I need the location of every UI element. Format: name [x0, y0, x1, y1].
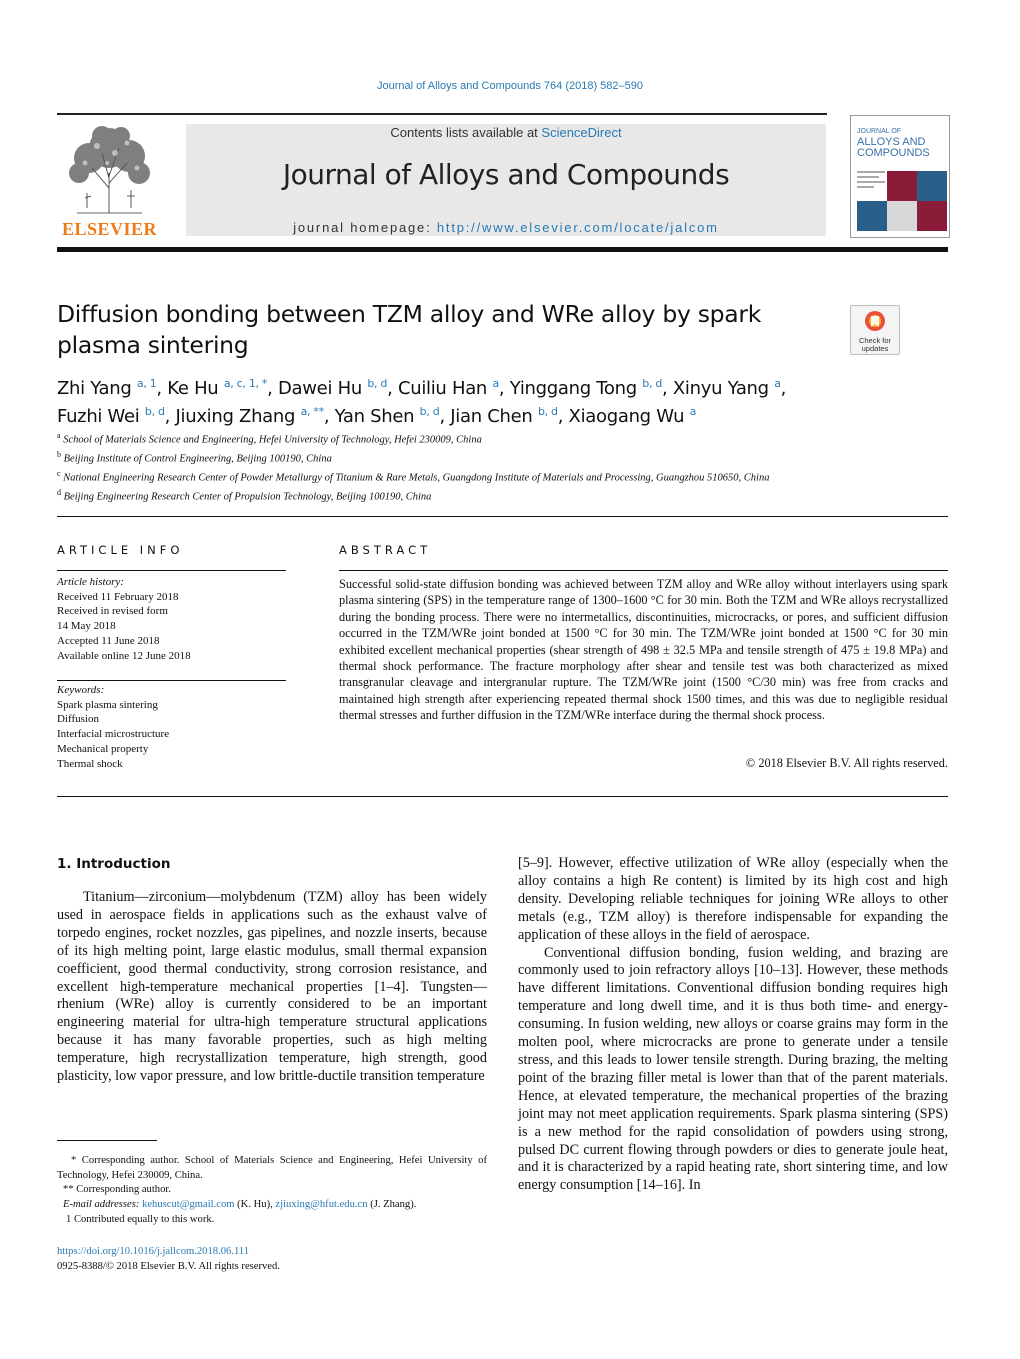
- intro-paragraph: Conventional diffusion bonding, fusion welding, and brazing are commonly used to join refractory alloys [10–13]. However, these methods have different limitations. Conventional diffusion bonding requires high temperature and long dwell time, and it is thus both time- and energy-consuming. In fusion welding, new alloys or coarse grains may form in the molten pool, where microcracks are prone to generate under a tensile stress, and this leads to lower tensile strength. During brazing, the melting point of the brazing filler metal is lower than that of the parent materials. Hence, at elevated temperature, the mechanical properties of the brazing joint may not meet application requirements. Spark plasma sintering (SPS) is a new method for the rapid consolidation of powders using strong, pulsed DC current flowing through powders or dies to generate joule heat, and it is characterized by a rapid heating rate, short sintering time, and low energy consumption [14–16]. In: [518, 944, 948, 1194]
- abstract-heading: ABSTRACT: [339, 543, 432, 557]
- intro-column-right: [518, 855, 948, 1195]
- keyword-item: Interfacial microstructure: [57, 728, 170, 741]
- author-separator: ,: [387, 378, 398, 399]
- cover-square-red-2: [917, 201, 947, 231]
- author-affiliation-marker[interactable]: a: [689, 405, 697, 418]
- author-name[interactable]: Zhi Yang: [57, 378, 132, 399]
- history-label: Article history:: [57, 576, 124, 588]
- contents-prefix: Contents lists available at: [390, 125, 542, 140]
- cover-square-red: [887, 171, 917, 201]
- history-line: Available online 12 June 2018: [57, 649, 191, 662]
- masthead-thick-rule: [57, 247, 948, 252]
- author-separator: ,: [156, 378, 168, 399]
- homepage-link[interactable]: http://www.elsevier.com/locate/jalcom: [436, 220, 719, 235]
- author-affiliation-marker[interactable]: a: [774, 377, 781, 390]
- cover-text-block: [857, 168, 885, 198]
- abstract-rule: [339, 570, 948, 571]
- author-list: [57, 372, 947, 428]
- keyword-item: Mechanical property: [57, 742, 149, 755]
- keyword-item: Thermal shock: [57, 757, 123, 770]
- intro-paragraph: [5–9]. However, effective utilization of WRe alloy (especially when the alloy contains a high Re content) is limited by its high cost and high density. Developing reliable techniques for joining WRe alloys to other metals (e.g., TZM alloy) is therefore indispensable for expanding the application of these alloys in the field of aerospace.: [518, 855, 948, 943]
- author-affiliation-marker[interactable]: a, **: [300, 405, 324, 418]
- author-name[interactable]: Xinyu Yang: [672, 378, 769, 399]
- author-name[interactable]: Xiaogang Wu: [568, 406, 685, 427]
- check-updates-label: Check for updates: [858, 336, 892, 353]
- footnote-emails: [57, 1198, 487, 1213]
- affiliation-item: [57, 467, 947, 486]
- issn-line: 0925-8388/© 2018 Elsevier B.V. All rights reserved.: [57, 1260, 280, 1272]
- author-name[interactable]: Yinggang Tong: [509, 378, 637, 399]
- sciencedirect-link[interactable]: ScienceDirect: [541, 125, 622, 140]
- author-separator: ,: [498, 378, 510, 399]
- footnote-corresponding-2: ** Corresponding author.: [63, 1184, 171, 1196]
- author-name[interactable]: Dawei Hu: [277, 378, 362, 399]
- footnotes: [57, 1154, 487, 1228]
- article-history: [57, 575, 286, 663]
- homepage-label: journal homepage:: [293, 220, 437, 235]
- history-line: Received in revised form: [57, 605, 168, 618]
- section-heading-introduction: 1. Introduction: [57, 856, 171, 872]
- article-info-rule: [57, 570, 286, 571]
- affiliation-key: c: [57, 469, 61, 479]
- footnote-rule: [57, 1140, 157, 1141]
- abstract-copyright: © 2018 Elsevier B.V. All rights reserved.: [745, 756, 948, 770]
- author-affiliation-marker[interactable]: b, d: [537, 405, 558, 418]
- affiliation-text: National Engineering Research Center of Powder Metallurgy of Titanium & Rare Metals, Guangdong Institute of Materials and Processing, Guangzhou 510650, China: [63, 472, 770, 484]
- email-label: E-mail addresses:: [63, 1199, 143, 1211]
- affiliation-item: [57, 429, 947, 448]
- journal-citation[interactable]: Journal of Alloys and Compounds 764 (2018) 582–590: [376, 80, 644, 92]
- email-owner: (J. Zhang).: [367, 1199, 417, 1211]
- author-name[interactable]: Yan Shen: [334, 406, 415, 427]
- author-separator: ,: [662, 378, 673, 399]
- keyword-item: Diffusion: [57, 713, 99, 726]
- email-link-zhang[interactable]: zjiuxing@hfut.edu.cn: [275, 1199, 368, 1211]
- author-affiliation-marker[interactable]: b, d: [367, 377, 388, 390]
- journal-title[interactable]: Journal of Alloys and Compounds: [282, 158, 730, 191]
- keywords-label: Keywords:: [57, 684, 105, 696]
- author-affiliation-marker[interactable]: a, c, 1, *: [223, 377, 268, 390]
- author-name[interactable]: Fuzhi Wei: [57, 406, 140, 427]
- author-affiliation-marker[interactable]: b, d: [419, 405, 440, 418]
- abstract-text: Successful solid-state diffusion bonding was achieved between TZM alloy and WRe alloy without interlayers using spark plasma sintering (SPS) in the temperature range of 1300–1600 °C for 30 min. Both the TZM and WRe alloys recrystallized during the bonding process. There were no intermetallics, discontinuities, microcracks, or pores, and sufficient diffusion occurred in the TZM/WRe joint bonded at 1500 °C for 30 min. The TZM/WRe joint bonded at 1500 °C for 30 min exhibited excellent mechanical properties (shear strength of 498 ± 32.5 MPa and tensile strength of 475 ± 19.8 MPa) and thermal shock performance. The fracture morphology after shear and tensile test was both characterized as mixed transgranular cleavage and intergranular rupture. The TZM/WRe joint (1500 °C/30 min) was free from cracks and maintained high strength after experiencing repeated thermal shock 1500 times, and this was due to negligible residual thermal stresses and further diffusion in the TZM/WRe interface during the thermal shock process.: [339, 577, 948, 723]
- author-affiliation-marker[interactable]: a, 1: [136, 377, 157, 390]
- journal-homepage: [186, 220, 826, 235]
- affiliation-text: Beijing Institute of Control Engineering, Beijing 100190, China: [63, 453, 332, 465]
- cover-title-small: JOURNAL OF: [857, 128, 902, 135]
- keywords-rule: [57, 680, 286, 681]
- cover-square-grey: [887, 201, 917, 231]
- article-info-heading: ARTICLE INFO: [57, 543, 184, 557]
- affiliation-key: a: [57, 431, 61, 440]
- author-separator: ,: [780, 378, 787, 399]
- author-affiliation-marker[interactable]: b, d: [642, 377, 663, 390]
- cover-square-blue-2: [857, 201, 887, 231]
- author-separator: ,: [267, 378, 278, 399]
- author-separator: ,: [323, 406, 335, 427]
- affiliation-item: [57, 486, 947, 505]
- cover-title-line-3: COMPOUNDS: [857, 147, 930, 159]
- publisher-wordmark: ELSEVIER: [61, 219, 158, 239]
- footnote-equal-contribution: 1 Contributed equally to this work.: [66, 1213, 215, 1225]
- affiliation-text: School of Materials Science and Engineering, Hefei University of Technology, Hefei 230009, China: [63, 434, 482, 446]
- email-owner: (K. Hu),: [234, 1199, 276, 1211]
- doi-block: [57, 1245, 280, 1274]
- header-rule: [57, 113, 827, 115]
- keyword-item: Spark plasma sintering: [57, 698, 158, 711]
- author-name[interactable]: Jiuxing Zhang: [175, 406, 296, 427]
- journal-cover-thumbnail[interactable]: [850, 115, 950, 238]
- cover-title-line-2: ALLOYS AND: [857, 136, 926, 148]
- article-title: Diffusion bonding between TZM alloy and WRe alloy by spark plasma sintering: [57, 300, 762, 359]
- check-for-updates-badge[interactable]: [850, 305, 900, 355]
- cover-square-blue: [917, 171, 947, 201]
- history-line: Received 11 February 2018: [57, 590, 179, 603]
- contents-line: [186, 125, 826, 140]
- divider-rule: [57, 796, 948, 797]
- history-line: Accepted 11 June 2018: [57, 634, 160, 647]
- history-line: 14 May 2018: [57, 620, 116, 633]
- keywords-block: [57, 683, 286, 771]
- author-affiliation-marker[interactable]: a: [492, 377, 499, 390]
- author-name[interactable]: Ke Hu: [167, 378, 219, 399]
- affiliation-key: b: [57, 450, 61, 460]
- affiliation-item: [57, 448, 947, 467]
- intro-paragraph-left: Titanium—zirconium—molybdenum (TZM) alloy has been widely used in aerospace fields in applications such as the exhaust valve of torpedo engines, rocket nozzles, gas pipelines, and nozzle inserts, because of its high melting point, large elastic modulus, small thermal expansion coefficient, good thermal conductivity, strong corrosion resistance, and excellent high-temperature mechanical properties [1–4]. Tungsten—rhenium (WRe) alloy is currently considered to be an important engineering material for ultra-high temperature structural applications because it has many favorable properties, such as high melting temperature, high recrystallization temperature, high strength, good plasticity, low vapor pressure, and low brittle-ductile transition temperature: [57, 889, 487, 1085]
- bookmark-icon: [864, 310, 886, 336]
- affiliation-list: [57, 429, 947, 505]
- affiliation-key: d: [57, 488, 61, 498]
- author-separator: ,: [557, 406, 569, 427]
- author-name[interactable]: Cuiliu Han: [397, 378, 488, 399]
- footnote-corresponding-1: * Corresponding author. School of Materials Science and Engineering, Hefei University of Technology, Hefei 230009, China.: [57, 1155, 487, 1181]
- author-affiliation-marker[interactable]: b, d: [144, 405, 165, 418]
- author-name[interactable]: Jian Chen: [450, 406, 533, 427]
- affiliation-text: Beijing Engineering Research Center of Propulsion Technology, Beijing 100190, China: [63, 491, 432, 503]
- divider-rule: [57, 516, 948, 517]
- email-link-hu[interactable]: kehuscut@gmail.com: [142, 1199, 235, 1211]
- doi-link[interactable]: https://doi.org/10.1016/j.jallcom.2018.06.111: [57, 1246, 250, 1257]
- author-separator: ,: [439, 406, 451, 427]
- author-separator: ,: [164, 406, 176, 427]
